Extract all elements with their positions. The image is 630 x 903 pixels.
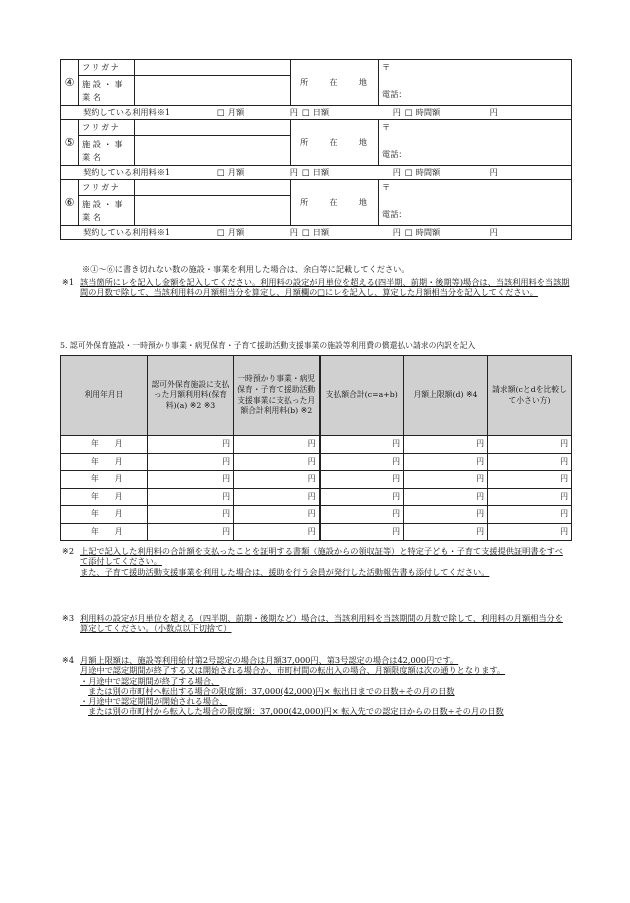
note-3-mark: ※3 [62,613,75,623]
claim-row [61,506,572,524]
note-1-text: 該当箇所にレを記入し金額を記入してください。利用料の設定が月単位を超える(四半期、前期・後期等)場合は、当該利用料を当該期間の月数で除して、当該利用料の月額相当分を算定し、月額欄の□にレを記入し、算定した月額相当分を記入してください。 [80,277,570,298]
daily-checkbox[interactable] [302,107,310,117]
usage-year-month-field[interactable]: 年 月 [61,523,148,541]
note-4-b2: ・月途中で認定期間が開始される場合、 [80,696,228,706]
address-field[interactable] [379,180,572,226]
facility-number: ④ [61,60,79,106]
facility-number: ⑥ [61,180,79,226]
temp-care-fee-field[interactable]: 円 [234,523,320,541]
note-2 [62,546,570,577]
note-2-mark: ※2 [62,546,75,556]
note-overflow: ※①～⑥に書き切れない数の施設・事業を利用した場合は、余白等に記載してください。 [82,264,410,274]
claim-row [61,436,572,454]
furigana-field[interactable] [135,60,291,76]
total-paid-field[interactable]: 円 [320,436,404,454]
facility-name-field[interactable] [135,76,291,106]
facility-number: ⑤ [61,120,79,166]
total-paid-field[interactable]: 円 [320,506,404,524]
phone-label: 電話： [382,149,407,160]
claim-amount-field[interactable]: 円 [488,488,572,506]
temp-care-fee-field[interactable]: 円 [234,453,320,471]
note-1 [62,277,570,298]
nursery-fee-field[interactable]: 円 [148,471,234,489]
note-1-mark: ※1 [62,277,75,287]
header-monthly-limit: 月額上限額(d) ※4 [404,356,488,436]
claim-amount-field[interactable]: 円 [488,436,572,454]
total-paid-field[interactable]: 円 [320,523,404,541]
claim-row [61,471,572,489]
temp-care-fee-field[interactable]: 円 [234,436,320,454]
nursery-fee-field[interactable]: 円 [148,436,234,454]
temp-care-fee-field[interactable]: 円 [234,471,320,489]
monthly-limit-field[interactable]: 円 [404,436,488,454]
furigana-field[interactable] [135,180,291,196]
facility-name-label: 施 設 ・ 事 業 名 [79,136,135,166]
facilities-table [60,59,572,240]
note-3 [62,613,570,634]
note-2-p2: また、子育て援助活動支援事業を利用した場合は、援助を行う会員が発行した活動報告書も添付してください。 [80,566,490,577]
monthly-checkbox[interactable] [217,107,225,117]
note-4-p1: 月額上限額は、施設等利用給付第2号認定の場合は月額37,000円、第3号認定の場合は42,000円です。 [80,655,459,665]
postal-mark: 〒 [382,182,391,192]
note-4-b1: ・月途中で認定期間が終了する場合、 [80,675,220,686]
facility-name-label: 施 設 ・ 事 業 名 [79,196,135,226]
contract-fee-row: 契約している利用料※1□ 月額 円□ 日額 円□ 時間額 円 [61,226,572,240]
temp-care-fee-field[interactable]: 円 [234,488,320,506]
furigana-field[interactable] [135,120,291,136]
hourly-checkbox[interactable] [405,167,413,177]
phone-label: 電話： [382,89,407,100]
location-label: 所 在 地 [291,180,379,226]
daily-checkbox[interactable] [302,167,310,177]
nursery-fee-field[interactable]: 円 [148,506,234,524]
claim-amount-field[interactable]: 円 [488,506,572,524]
usage-year-month-field[interactable]: 年 月 [61,453,148,471]
header-total-paid: 支払額合計(c=a+b) [320,356,404,436]
claim-amount-field[interactable]: 円 [488,453,572,471]
section5-title: 5. 認可外保育施設・一時預かり事業・病児保育・子育て援助活動支援事業の施設等利用費の償還払い請求の内訳を記入 [60,341,476,350]
monthly-limit-field[interactable]: 円 [404,523,488,541]
usage-year-month-field[interactable]: 年 月 [61,488,148,506]
address-field[interactable] [379,60,572,106]
usage-year-month-field[interactable]: 年 月 [61,471,148,489]
note-4-p2: 月途中で認定期間が終了する又は開始される場合か、市町村間の転出入の場合、月額限度額は次の通りとなります。 [80,665,506,676]
daily-checkbox[interactable] [302,227,310,237]
hourly-checkbox[interactable] [405,227,413,237]
monthly-limit-field[interactable]: 円 [404,506,488,524]
total-paid-field[interactable]: 円 [320,471,404,489]
postal-mark: 〒 [382,62,391,72]
facility-name-label: 施 設 ・ 事 業 名 [79,76,135,106]
header-claim-amount: 請求額(cとdを比較して小さい方) [488,356,572,436]
total-paid-field[interactable]: 円 [320,488,404,506]
nursery-fee-field[interactable]: 円 [148,523,234,541]
postal-mark: 〒 [382,122,391,132]
claim-amount-field[interactable]: 円 [488,523,572,541]
furigana-label: フリガナ [79,120,135,136]
claim-row [61,523,572,541]
contract-fee-row: 契約している利用料※1□ 月額 円□ 日額 円□ 時間額 円 [61,106,572,120]
nursery-fee-field[interactable]: 円 [148,453,234,471]
note-2-p1: 上記で記入した利用料の合計額を支払ったことを証明する書類（施設からの領収証等）と特定子ども・子育て支援提供証明書をすべて添付してください。 [80,546,563,567]
location-label: 所 在 地 [291,120,379,166]
monthly-checkbox[interactable] [217,167,225,177]
note-4 [62,655,570,717]
claim-table [60,355,572,541]
header-nursery-fee: 認可外保育施設に支払った月額利用料(保育料)(a) ※2 ※3 [148,356,234,436]
note-4-b1b: または別の市町村へ転出する場合の限度額：37,000(42,000)円× 転出日までの日数÷その月の日数 [88,685,455,696]
header-usage-date: 利用年月日 [61,356,148,436]
nursery-fee-field[interactable]: 円 [148,488,234,506]
furigana-label: フリガナ [79,60,135,76]
location-label: 所 在 地 [291,60,379,106]
address-field[interactable] [379,120,572,166]
monthly-checkbox[interactable] [217,227,225,237]
total-paid-field[interactable]: 円 [320,453,404,471]
facility-name-field[interactable] [135,196,291,226]
hourly-checkbox[interactable] [405,107,413,117]
usage-year-month-field[interactable]: 年 月 [61,436,148,454]
claim-row [61,488,572,506]
usage-year-month-field[interactable]: 年 月 [61,506,148,524]
note-4-b2b: または別の市町村から転入した場合の限度額：37,000(42,000)円× 転入先での認定日からの日数÷その月の日数 [88,706,504,717]
phone-label: 電話： [382,209,407,220]
furigana-label: フリガナ [79,180,135,196]
note-4-mark: ※4 [62,655,75,665]
claim-row [61,453,572,471]
monthly-limit-field[interactable]: 円 [404,453,488,471]
temp-care-fee-field[interactable]: 円 [234,506,320,524]
header-temp-care-fee: 一時預かり事業・病児保育・子育て援助活動支援事業に支払った月額合計利用料(b) ※2 [234,356,320,436]
monthly-limit-field[interactable]: 円 [404,488,488,506]
facility-name-field[interactable] [135,136,291,166]
claim-amount-field[interactable]: 円 [488,471,572,489]
contract-fee-row: 契約している利用料※1□ 月額 円□ 日額 円□ 時間額 円 [61,166,572,180]
note-3-text: 利用料の設定が月単位を超える（四半期、前期・後期など）場合は、当該利用料を当該期間の月数で除して、利用料の月額相当分を算定してください。（小数点以下切捨て） [80,613,563,634]
monthly-limit-field[interactable]: 円 [404,471,488,489]
